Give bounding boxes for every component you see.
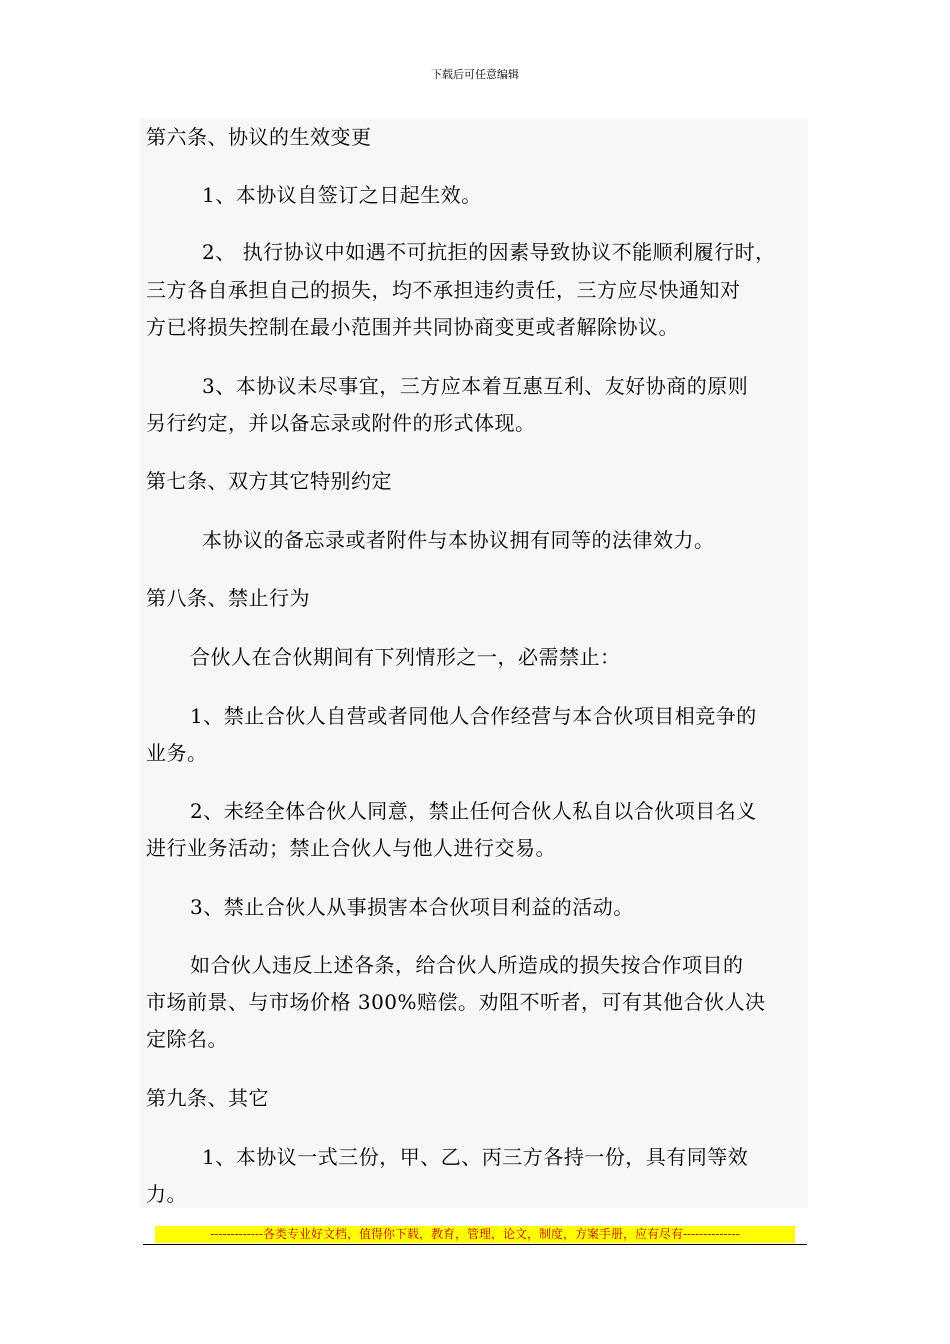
- article7-body: 本协议的备忘录或者附件与本协议拥有同等的法律效力。: [202, 528, 715, 552]
- article6-item3-line1: 3、本协议未尽事宜，三方应本着互惠互利、友好协商的原则: [202, 374, 749, 398]
- article8-item2-line2: 进行业务活动；禁止合伙人与他人进行交易。: [146, 836, 556, 860]
- article9-item1-line2: 力。: [146, 1182, 187, 1206]
- article8-heading: 第八条、禁止行为: [146, 586, 310, 610]
- article8-item2-line1: 2、未经全体合伙人同意，禁止任何合伙人私自以合伙项目名义: [190, 799, 757, 823]
- article8-intro: 合伙人在合伙期间有下列情形之一，必需禁止：: [190, 645, 621, 669]
- article7-heading: 第七条、双方其它特别约定: [146, 469, 392, 493]
- article8-penalty-line1: 如合伙人违反上述各条，给合伙人所造成的损失按合作项目的: [190, 953, 744, 977]
- article9-heading: 第九条、其它: [146, 1086, 269, 1110]
- article6-item1: 1、本协议自签订之日起生效。: [202, 183, 482, 207]
- article8-penalty-line2: 市场前景、与市场价格 300%赔偿。劝阻不听者，可有其他合伙人决: [146, 990, 766, 1014]
- article8-penalty-line3: 定除名。: [146, 1027, 228, 1051]
- footer-banner: -------------各类专业好文档，值得你下载，教育，管理，论文，制度，方案手册，应有尽有--------------: [155, 1226, 795, 1243]
- article8-item1-line1: 1、禁止合伙人自营或者同他人合作经营与本合伙项目相竞争的: [190, 704, 757, 728]
- article6-item2-line3: 方已将损失控制在最小范围并共同协商变更或者解除协议。: [146, 315, 679, 339]
- article8-item1-line2: 业务。: [146, 741, 208, 765]
- article6-item2-line2: 三方各自承担自己的损失，均不承担违约责任，三方应尽快通知对: [146, 278, 741, 302]
- footer-divider: [143, 1244, 807, 1245]
- article9-item1-line1: 1、本协议一式三份，甲、乙、丙三方各持一份，具有同等效: [202, 1145, 749, 1169]
- article6-item3-line2: 另行约定，并以备忘录或附件的形式体现。: [146, 411, 536, 435]
- article6-item2-line1: 2、 执行协议中如遇不可抗拒的因素导致协议不能顺利履行时，: [202, 240, 776, 264]
- article8-item3: 3、禁止合伙人从事损害本合伙项目利益的活动。: [190, 895, 634, 919]
- article6-heading: 第六条、协议的生效变更: [146, 125, 372, 149]
- header-note: 下载后可任意编辑: [431, 68, 519, 81]
